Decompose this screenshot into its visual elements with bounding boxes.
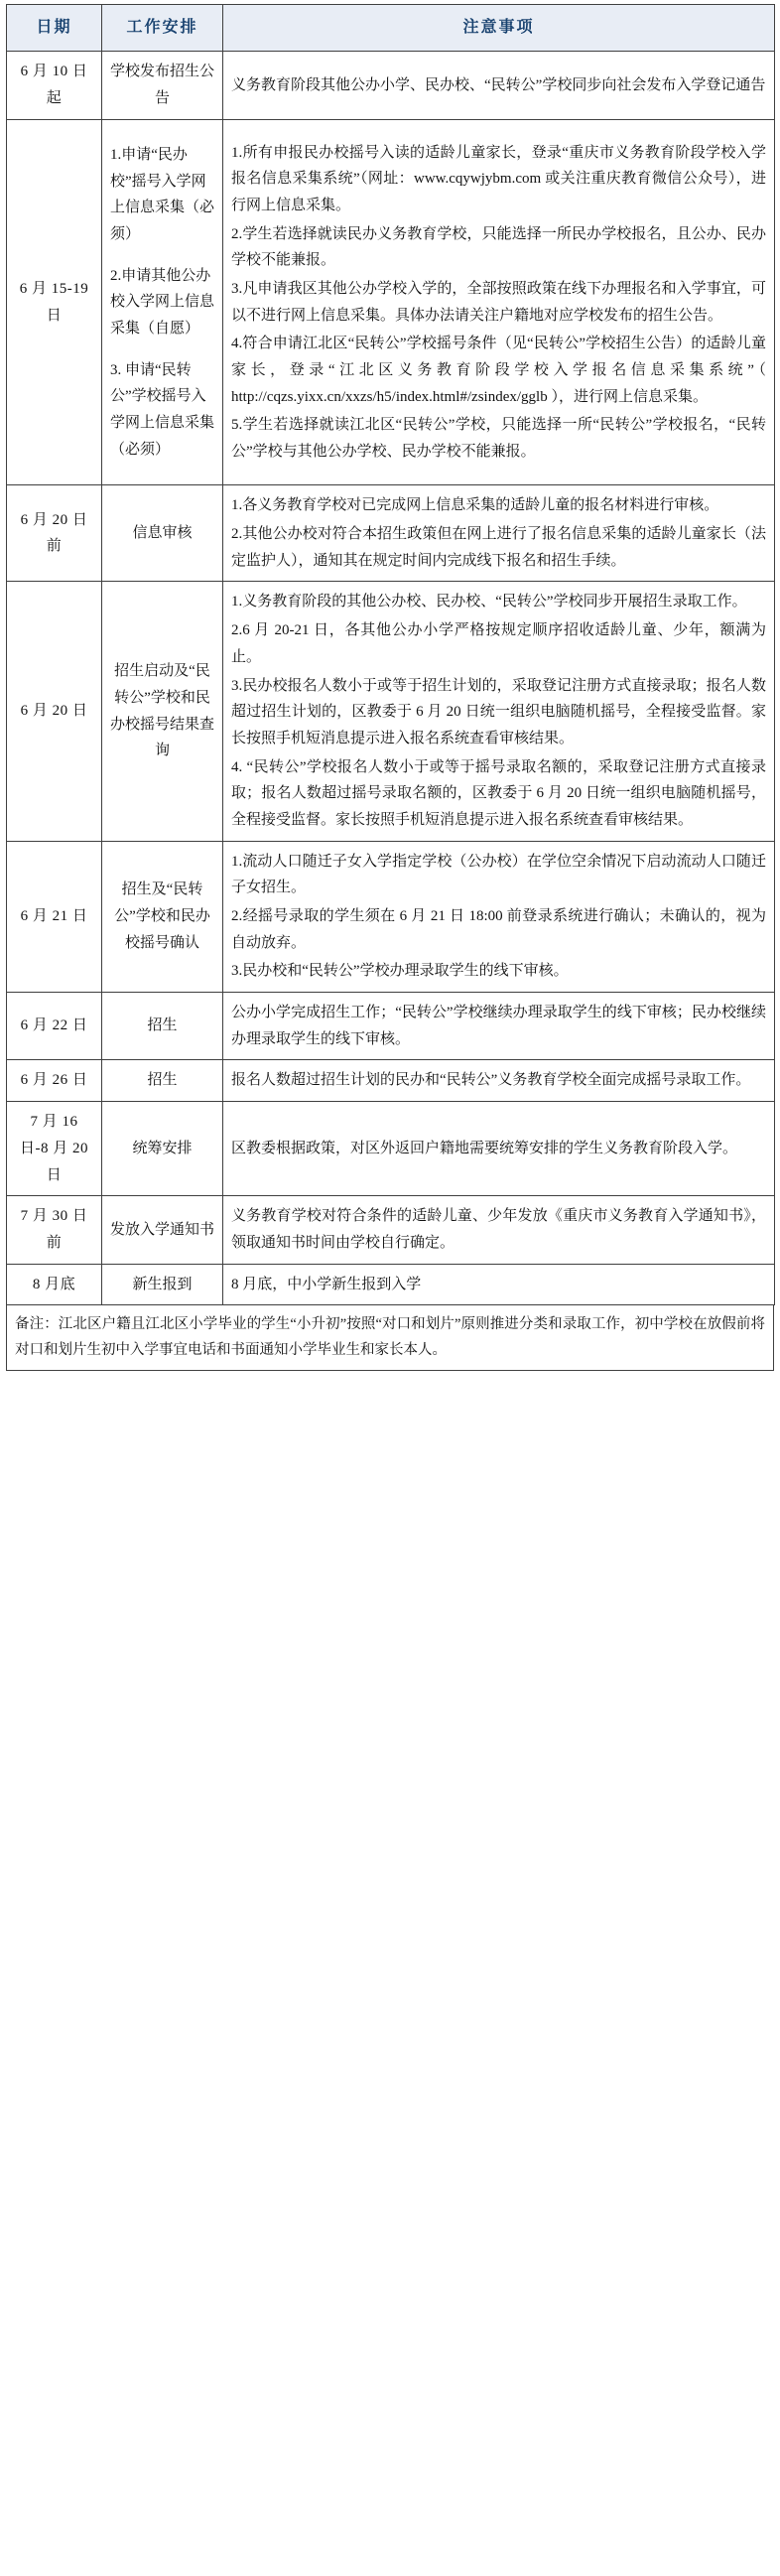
cell-task: 新生报到 [102,1264,223,1305]
cell-date: 6 月 26 日 [7,1060,102,1102]
cell-date: 6 月 22 日 [7,993,102,1060]
cell-notes [223,582,775,841]
note-paragraph: 报名人数超过招生计划的民办和“民转公”义务教育学校全面完成摇号录取工作。 [231,1072,751,1089]
cell-task: 学校发布招生公告 [102,52,223,119]
cell-notes [223,1102,775,1196]
table-row [7,1060,775,1102]
cell-date: 8 月底 [7,1264,102,1305]
cell-task [102,119,223,485]
note-paragraph: 义务教育阶段其他公办小学、民办校、“民转公”学校同步向社会发布入学登记通告 [231,76,766,93]
table-header [7,5,775,52]
cell-task: 招生及“民转公”学校和民办校摇号确认 [102,841,223,992]
cell-date: 6 月 10 日起 [7,52,102,119]
table-row [7,1102,775,1196]
column-header-task: 工作安排 [102,5,223,52]
note-paragraph: 公办小学完成招生工作；“民转公”学校继续办理录取学生的线下审核；民办校继续办理录取学生的线下审核。 [231,1005,766,1047]
note-paragraph: 1.各义务教育学校对已完成网上信息采集的适龄儿童的报名材料进行审核。 [231,497,719,514]
cell-date: 6 月 20 日前 [7,485,102,582]
cell-notes [223,993,775,1060]
note-paragraph: 2.6 月 20-21 日，各其他公办小学严格按规定顺序招收适龄儿童、少年，额满为止。 [231,622,766,665]
cell-notes [223,485,775,582]
table-row [7,52,775,119]
note-paragraph: 3.凡申请我区其他公办学校入学的，全部按照政策在线下办理报名和入学事宜，可以不进行网上信息采集。具体办法请关注户籍地对应学校发布的招生公告。 [231,280,766,324]
cell-date: 7 月 30 日前 [7,1196,102,1264]
note-paragraph: 义务教育学校对符合条件的适龄儿童、少年发放《重庆市义务教育入学通知书》，领取通知书时间由学校自行确定。 [231,1208,766,1251]
cell-task: 信息审核 [102,485,223,582]
cell-notes [223,119,775,485]
note-paragraph: 8 月底，中小学新生报到入学 [231,1276,422,1292]
note-paragraph: 4. “民转公”学校报名人数小于或等于摇号录取名额的，采取登记注册方式直接录取；报名人数超过摇号录取名额的，区教委于 6 月 20 日统一组织电脑随机摇号，全程接受监督。家长按照手机短消息提示进入报名系统查看审核结果。 [231,758,766,828]
table-row [7,993,775,1060]
enrollment-schedule-table [6,4,775,1305]
cell-task: 招生启动及“民转公”学校和民办校摇号结果查询 [102,582,223,841]
note-paragraph: 4.符合申请江北区“民转公”学校摇号条件（见“民转公”学校招生公告）的适龄儿童家长，登录“江北区义务教育阶段学校入学报名信息采集系统”（ http://cqzs.yixx.cn/xxzs/h5/index.html#/zsindex/gglb ），进行网上信息采集。 [231,336,766,405]
table-body [7,52,775,1305]
table-row [7,485,775,582]
note-paragraph: 1.义务教育阶段的其他公办校、民办校、“民转公”学校同步开展招生录取工作。 [231,594,747,610]
task-paragraph: 2.申请其他公办校入学网上信息采集（自愿） [110,267,215,337]
cell-date: 7 月 16 日-8 月 20 日 [7,1102,102,1196]
note-paragraph: 3.民办校报名人数小于或等于招生计划的，采取登记注册方式直接录取；报名人数超过招生计划的，区教委于 6 月 20 日统一组织电脑随机摇号，全程接受监督。家长按照手机短消息提示进入报名系统查看审核结果。 [231,677,766,746]
cell-date: 6 月 15-19 日 [7,119,102,485]
table-row [7,841,775,992]
cell-notes [223,841,775,992]
cell-task: 招生 [102,993,223,1060]
cell-task: 招生 [102,1060,223,1102]
note-paragraph: 3.民办校和“民转公”学校办理录取学生的线下审核。 [231,963,569,980]
note-paragraph: 2.经摇号录取的学生须在 6 月 21 日 18:00 前登录系统进行确认；未确认的，视为自动放弃。 [231,908,766,951]
note-paragraph: 2.学生若选择就读民办义务教育学校，只能选择一所民办学校报名，且公办、民办学校不能兼报。 [231,225,766,269]
cell-date: 6 月 21 日 [7,841,102,992]
cell-task: 统筹安排 [102,1102,223,1196]
table-row [7,119,775,485]
table-footnote: 备注：江北区户籍且江北区小学毕业的学生“小升初”按照“对口和划片”原则推进分类和录取工作，初中学校在放假前将对口和划片生初中入学事宜电话和书面通知小学毕业生和家长本人。 [6,1305,774,1371]
table-row [7,1264,775,1305]
task-paragraph: 3. 申请“民转公”学校摇号入学网上信息采集（必须） [110,361,215,458]
note-paragraph: 5.学生若选择就读江北区“民转公”学校，只能选择一所“民转公”学校报名，“民转公”学校与其他公办学校、民办学校不能兼报。 [231,417,766,461]
cell-notes [223,1060,775,1102]
note-paragraph: 1.所有申报民办校摇号入读的适龄儿童家长，登录“重庆市义务教育阶段学校入学报名信息采集系统”（网址：www.cqywjybm.com 或关注重庆教育微信公众号），进行网上信息采集。 [231,144,766,213]
note-paragraph: 区教委根据政策，对区外返回户籍地需要统筹安排的学生义务教育阶段入学。 [231,1140,738,1156]
note-paragraph: 2.其他公办校对符合本招生政策但在网上进行了报名信息采集的适龄儿童家长（法定监护人），通知其在规定时间内完成线下报名和招生手续。 [231,526,766,569]
task-paragraph: 1.申请“民办校”摇号入学网上信息采集（必须） [110,146,215,242]
cell-notes [223,1264,775,1305]
cell-task: 发放入学通知书 [102,1196,223,1264]
column-header-notes: 注意事项 [223,5,775,52]
cell-notes [223,52,775,119]
cell-date: 6 月 20 日 [7,582,102,841]
table-header-row [7,5,775,52]
cell-notes [223,1196,775,1264]
table-row [7,1196,775,1264]
note-paragraph: 1.流动人口随迁子女入学指定学校（公办校）在学位空余情况下启动流动人口随迁子女招生。 [231,853,766,896]
table-row [7,582,775,841]
column-header-date: 日期 [7,5,102,52]
